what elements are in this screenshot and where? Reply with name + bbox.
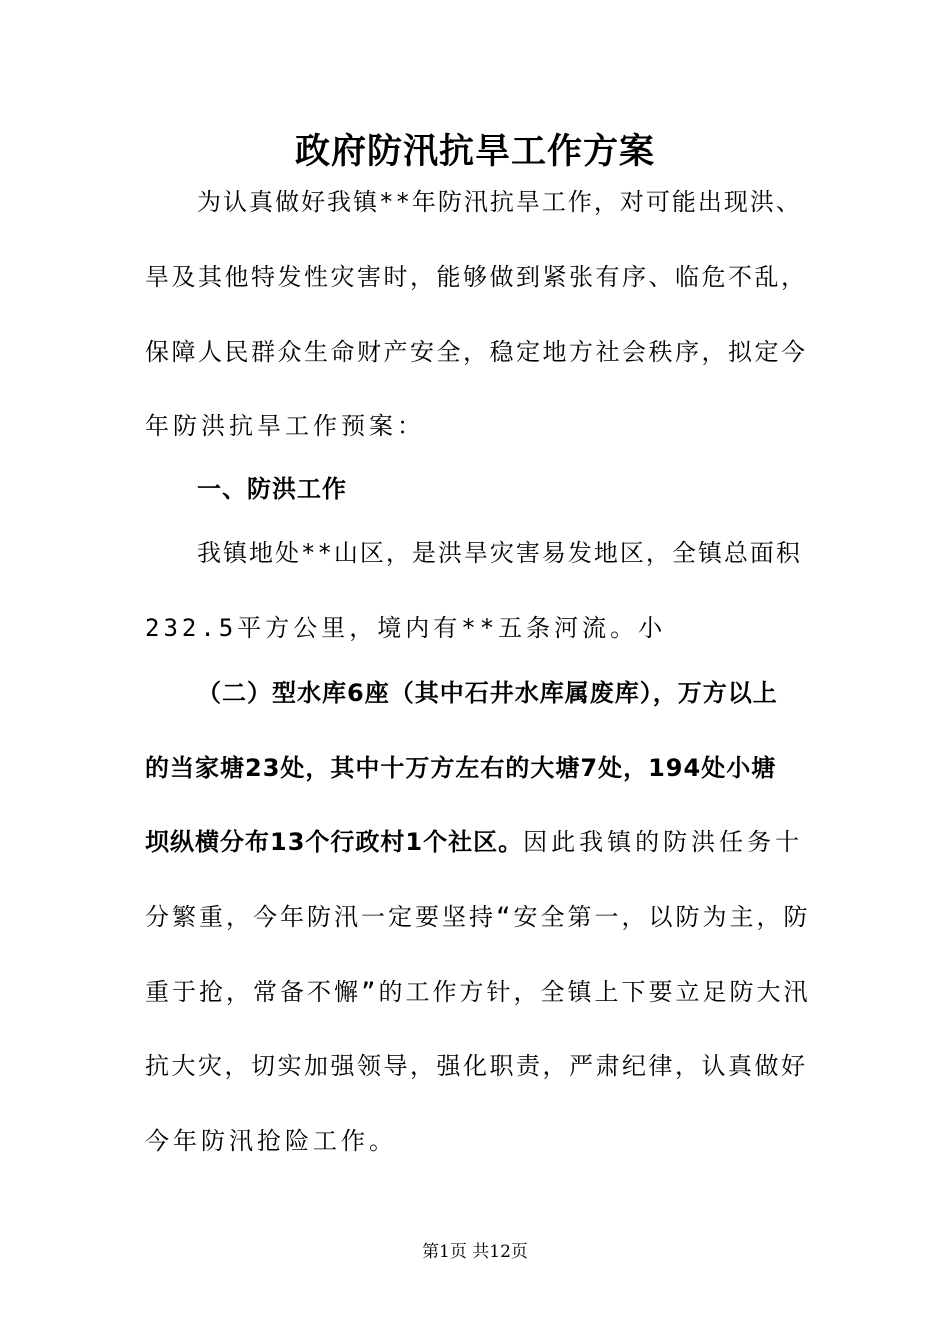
reservoir-line-3-regular: 因此我镇的防洪任务十 <box>523 828 804 856</box>
intro-line-3: 保障人民群众生命财产安全，稳定地方社会秩序，拟定今 <box>145 338 808 366</box>
closing-line-2: 重于抢，常备不懈”的工作方针，全镇上下要立足防大汛 <box>145 978 811 1006</box>
section-line-2: 232.5平方公里，境内有**五条河流。小 <box>145 614 667 642</box>
reservoir-line-3 <box>145 825 810 859</box>
document-title: 政府防汛抗旱工作方案 <box>294 131 655 172</box>
closing-line-1: 分繁重，今年防汛一定要坚持“安全第一，以防为主，防 <box>145 903 811 931</box>
page-number-footer: 第1页 共12页 <box>422 1242 528 1262</box>
reservoir-line-1: （二）型水库6座（其中石井水库属废库），万方以上 <box>197 679 778 707</box>
reservoir-line-2: 的当家塘23处，其中十万方左右的大塘7处，194处小塘 <box>145 754 777 782</box>
closing-line-3: 抗大灾，切实加强领导，强化职责，严肃纪律，认真做好 <box>145 1052 808 1080</box>
section-heading: 一、防洪工作 <box>197 475 347 503</box>
closing-line-4: 今年防汛抢险工作。 <box>145 1127 397 1155</box>
section-line-1: 我镇地处**山区，是洪旱灾害易发地区，全镇总面积 <box>197 539 802 567</box>
intro-line-2: 旱及其他特发性灾害时，能够做到紧张有序、临危不乱， <box>145 263 808 291</box>
intro-line-4: 年防洪抗旱工作预案： <box>145 412 425 440</box>
reservoir-line-3-bold: 坝纵横分布13个行政村1个社区。 <box>145 828 524 856</box>
intro-line-1: 为认真做好我镇**年防汛抗旱工作，对可能出现洪、 <box>197 188 802 216</box>
